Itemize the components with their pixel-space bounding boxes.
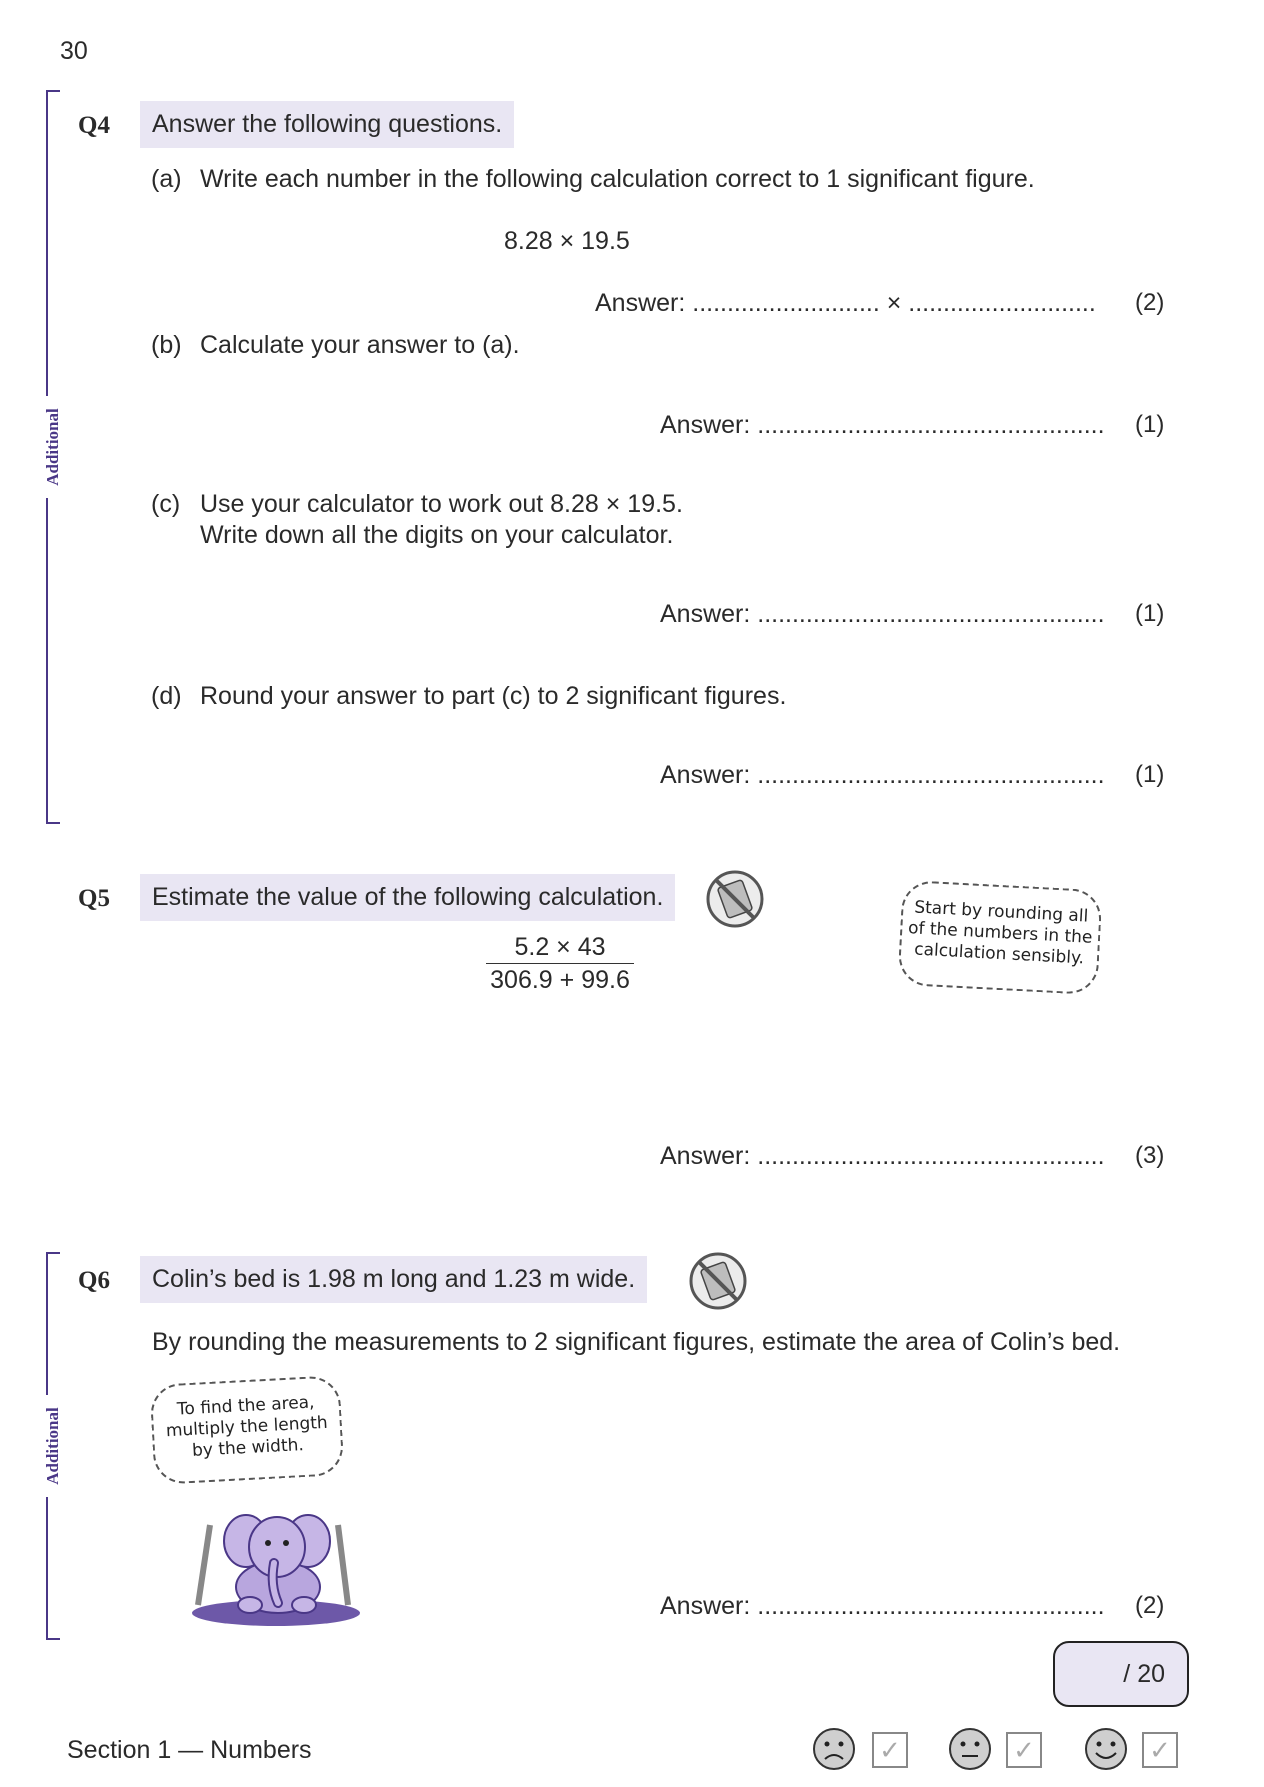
section-footer: Section 1 — Numbers xyxy=(67,1736,312,1764)
answer-line[interactable]: Answer: .................................................. xyxy=(660,1142,1105,1170)
calculation-fraction xyxy=(486,933,634,994)
no-calculator-icon xyxy=(687,1250,749,1312)
score-total: / 20 xyxy=(1123,1659,1165,1688)
hint-line: To find the area, xyxy=(176,1392,315,1420)
fraction-numerator: 5.2 × 43 xyxy=(514,933,606,961)
tick-icon[interactable]: ✓ xyxy=(872,1732,908,1768)
question-number: Q6 xyxy=(78,1267,110,1294)
marks: (3) xyxy=(1135,1142,1165,1169)
fraction-denominator: 306.9 + 99.6 xyxy=(490,966,630,994)
marks: (1) xyxy=(1135,411,1165,438)
answer-line[interactable]: Answer: .................................................. xyxy=(660,600,1105,628)
part-label: (d) xyxy=(151,682,182,710)
answer-line[interactable]: Answer: .................................................. xyxy=(660,761,1105,789)
hint-line: Start by rounding all xyxy=(913,897,1089,927)
elephant-illustration xyxy=(188,1505,364,1630)
part-label: (a) xyxy=(151,165,182,193)
no-calculator-icon xyxy=(704,868,766,930)
part-c-text: Use your calculator to work out 8.28 × 19.5. xyxy=(200,490,683,518)
question-prompt: Estimate the value of the following calculation. xyxy=(140,874,675,921)
part-c-text-2: Write down all the digits on your calculator. xyxy=(200,521,674,549)
hint-line: by the width. xyxy=(191,1435,305,1461)
sad-face-icon xyxy=(812,1727,856,1771)
part-d-text: Round your answer to part (c) to 2 significant figures. xyxy=(200,682,787,710)
side-label-additional: Additional xyxy=(43,1395,63,1497)
answer-line[interactable]: Answer: .................................................. xyxy=(660,411,1105,439)
marks: (1) xyxy=(1135,761,1165,788)
tick-icon[interactable]: ✓ xyxy=(1006,1732,1042,1768)
answer-line[interactable]: Answer: ........................... × ........................... xyxy=(595,289,1096,317)
calculation: 8.28 × 19.5 xyxy=(504,227,630,255)
part-b-text: Calculate your answer to (a). xyxy=(200,331,520,359)
marks: (1) xyxy=(1135,600,1165,627)
page-number: 30 xyxy=(60,37,88,65)
question-prompt: Colin’s bed is 1.98 m long and 1.23 m wide. xyxy=(140,1256,647,1303)
hint-bubble xyxy=(150,1375,345,1485)
question-prompt: Answer the following questions. xyxy=(140,101,514,148)
happy-face-icon xyxy=(1084,1727,1128,1771)
question-number: Q5 xyxy=(78,885,110,912)
tick-icon[interactable]: ✓ xyxy=(1142,1732,1178,1768)
score-box[interactable] xyxy=(1053,1641,1189,1707)
neutral-face-icon xyxy=(948,1727,992,1771)
part-a-text: Write each number in the following calculation correct to 1 significant figure. xyxy=(200,165,1035,193)
hint-line: of the numbers in the xyxy=(907,918,1093,948)
hint-bubble xyxy=(897,880,1102,995)
fraction-bar xyxy=(486,963,634,964)
answer-line[interactable]: Answer: .................................................. xyxy=(660,1592,1105,1620)
marks: (2) xyxy=(1135,289,1165,316)
side-label-additional: Additional xyxy=(43,396,63,498)
question-text: By rounding the measurements to 2 significant figures, estimate the area of Colin’s bed. xyxy=(152,1328,1121,1356)
marks: (2) xyxy=(1135,1592,1165,1619)
question-number: Q4 xyxy=(78,112,110,139)
hint-line: calculation sensibly. xyxy=(913,939,1085,969)
part-label: (c) xyxy=(151,490,181,518)
part-label: (b) xyxy=(151,331,182,359)
hint-line: multiply the length xyxy=(165,1412,329,1442)
